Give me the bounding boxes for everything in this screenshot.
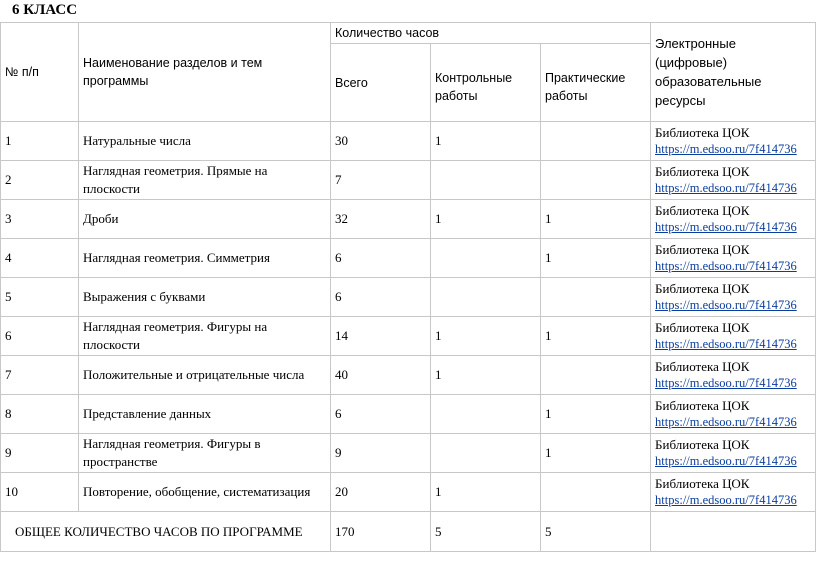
header-total: Всего (331, 44, 431, 122)
row-resource (651, 278, 816, 317)
row-control (431, 239, 541, 278)
row-resource (651, 317, 816, 356)
library-label: Библиотека ЦОК (655, 359, 750, 374)
resource-link[interactable]: https://m.edsoo.ru/7f414736 (655, 142, 797, 156)
row-practical (541, 278, 651, 317)
row-name: Представление данных (79, 395, 331, 434)
row-num: 9 (1, 434, 79, 473)
library-label: Библиотека ЦОК (655, 203, 750, 218)
row-total: 20 (331, 473, 431, 512)
row-name: Наглядная геометрия. Фигуры в пространстве (79, 434, 331, 473)
summary-row (1, 512, 816, 552)
row-total: 30 (331, 122, 431, 161)
row-practical (541, 473, 651, 512)
row-total: 32 (331, 200, 431, 239)
header-control: Контрольные работы (431, 44, 541, 122)
row-resource (651, 239, 816, 278)
resource-link[interactable]: https://m.edsoo.ru/7f414736 (655, 181, 797, 195)
table-row (1, 239, 816, 278)
resource-link[interactable]: https://m.edsoo.ru/7f414736 (655, 493, 797, 507)
table-row (1, 278, 816, 317)
summary-total: 170 (331, 512, 431, 552)
row-resource (651, 473, 816, 512)
resource-link[interactable]: https://m.edsoo.ru/7f414736 (655, 259, 797, 273)
row-num: 6 (1, 317, 79, 356)
row-control (431, 278, 541, 317)
library-label: Библиотека ЦОК (655, 242, 750, 257)
row-control: 1 (431, 200, 541, 239)
row-control (431, 161, 541, 200)
table-row (1, 473, 816, 512)
row-name: Дроби (79, 200, 331, 239)
header-name: Наименование разделов и тем программы (79, 23, 331, 122)
header-num: № п/п (1, 23, 79, 122)
table-row (1, 395, 816, 434)
row-total: 40 (331, 356, 431, 395)
summary-label: ОБЩЕЕ КОЛИЧЕСТВО ЧАСОВ ПО ПРОГРАММЕ (1, 512, 331, 552)
library-label: Библиотека ЦОК (655, 437, 750, 452)
row-total: 7 (331, 161, 431, 200)
table-row (1, 317, 816, 356)
curriculum-table (0, 22, 816, 552)
summary-resources (651, 512, 816, 552)
row-num: 10 (1, 473, 79, 512)
row-control (431, 395, 541, 434)
row-name: Повторение, обобщение, систематизация (79, 473, 331, 512)
row-num: 7 (1, 356, 79, 395)
row-practical: 1 (541, 317, 651, 356)
row-control: 1 (431, 473, 541, 512)
library-label: Библиотека ЦОК (655, 281, 750, 296)
row-name: Положительные и отрицательные числа (79, 356, 331, 395)
header-hours: Количество часов (331, 23, 651, 44)
row-total: 6 (331, 239, 431, 278)
table-row (1, 200, 816, 239)
resource-link[interactable]: https://m.edsoo.ru/7f414736 (655, 415, 797, 429)
table-row (1, 356, 816, 395)
row-num: 1 (1, 122, 79, 161)
resource-link[interactable]: https://m.edsoo.ru/7f414736 (655, 454, 797, 468)
header-practical: Практические работы (541, 44, 651, 122)
row-name: Наглядная геометрия. Фигуры на плоскости (79, 317, 331, 356)
library-label: Библиотека ЦОК (655, 476, 750, 491)
library-label: Библиотека ЦОК (655, 398, 750, 413)
row-control: 1 (431, 356, 541, 395)
row-total: 6 (331, 278, 431, 317)
row-practical: 1 (541, 395, 651, 434)
table-body (1, 122, 816, 512)
row-practical: 1 (541, 434, 651, 473)
resource-link[interactable]: https://m.edsoo.ru/7f414736 (655, 376, 797, 390)
row-num: 3 (1, 200, 79, 239)
row-resource (651, 395, 816, 434)
row-control (431, 434, 541, 473)
library-label: Библиотека ЦОК (655, 320, 750, 335)
row-total: 14 (331, 317, 431, 356)
row-num: 8 (1, 395, 79, 434)
row-control: 1 (431, 317, 541, 356)
row-total: 6 (331, 395, 431, 434)
resource-link[interactable]: https://m.edsoo.ru/7f414736 (655, 337, 797, 351)
table-row (1, 122, 816, 161)
row-resource (651, 434, 816, 473)
row-resource (651, 200, 816, 239)
table-row (1, 434, 816, 473)
summary-control: 5 (431, 512, 541, 552)
row-resource (651, 122, 816, 161)
row-practical (541, 356, 651, 395)
row-control: 1 (431, 122, 541, 161)
row-practical: 1 (541, 239, 651, 278)
resource-link[interactable]: https://m.edsoo.ru/7f414736 (655, 220, 797, 234)
resource-link[interactable]: https://m.edsoo.ru/7f414736 (655, 298, 797, 312)
page-title: 6 КЛАСС (12, 2, 78, 18)
row-practical: 1 (541, 200, 651, 239)
row-resource (651, 161, 816, 200)
table-row (1, 161, 816, 200)
row-num: 5 (1, 278, 79, 317)
library-label: Библиотека ЦОК (655, 164, 750, 179)
row-practical (541, 122, 651, 161)
row-practical (541, 161, 651, 200)
row-name: Выражения с буквами (79, 278, 331, 317)
row-num: 4 (1, 239, 79, 278)
row-resource (651, 356, 816, 395)
row-num: 2 (1, 161, 79, 200)
library-label: Библиотека ЦОК (655, 125, 750, 140)
summary-practical: 5 (541, 512, 651, 552)
row-name: Наглядная геометрия. Симметрия (79, 239, 331, 278)
row-name: Натуральные числа (79, 122, 331, 161)
row-name: Наглядная геометрия. Прямые на плоскости (79, 161, 331, 200)
header-resources: Электронные (цифровые) образовательные ресурсы (651, 23, 816, 122)
row-total: 9 (331, 434, 431, 473)
